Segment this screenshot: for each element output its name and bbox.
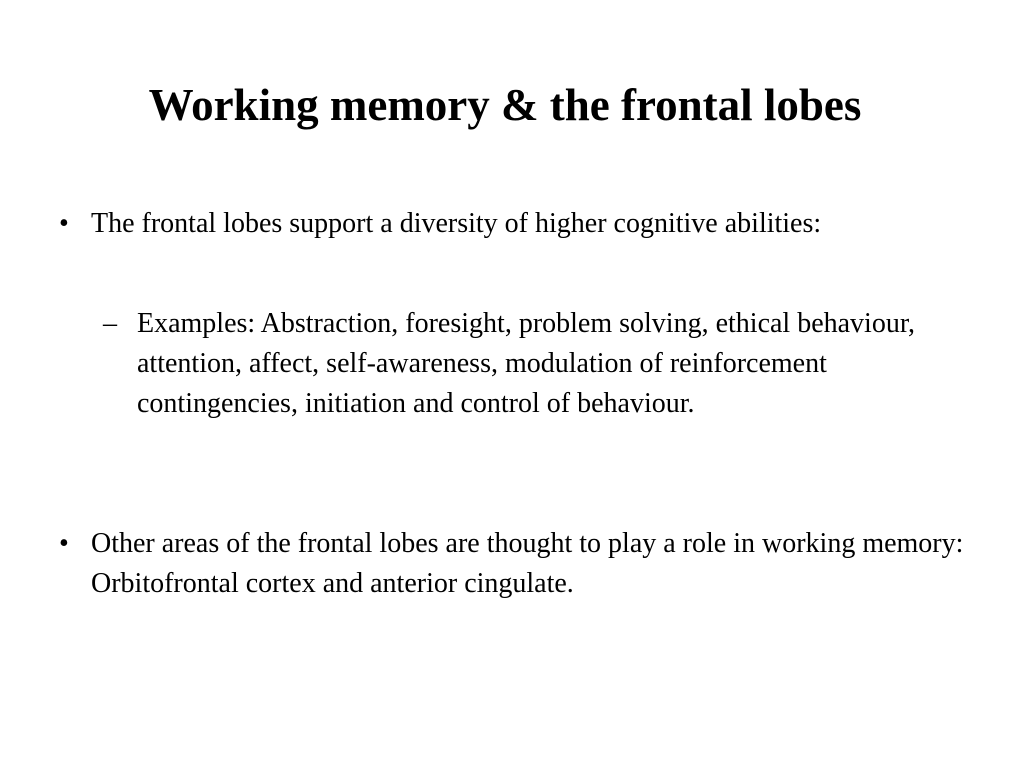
bullet-marker: • bbox=[59, 528, 69, 559]
bullet-text: Other areas of the frontal lobes are thought to play a role in working memory: Orbitofrontal cortex and anterior cingulate. bbox=[91, 528, 964, 599]
sub-bullet-marker: – bbox=[103, 308, 117, 339]
bullet-text: The frontal lobes support a diversity of higher cognitive abilities: bbox=[91, 208, 822, 239]
bullet-item bbox=[59, 204, 1011, 244]
bullet-item bbox=[59, 524, 971, 604]
sub-bullet-item bbox=[103, 304, 967, 424]
sub-bullet-text: Examples: Abstraction, foresight, problem solving, ethical behaviour, attention, affect, self-awareness, modulation of reinforcement contingencies, initiation and control of behaviour. bbox=[137, 308, 916, 419]
bullet-marker: • bbox=[59, 208, 69, 239]
slide-title: Working memory & the frontal lobes bbox=[148, 80, 862, 130]
